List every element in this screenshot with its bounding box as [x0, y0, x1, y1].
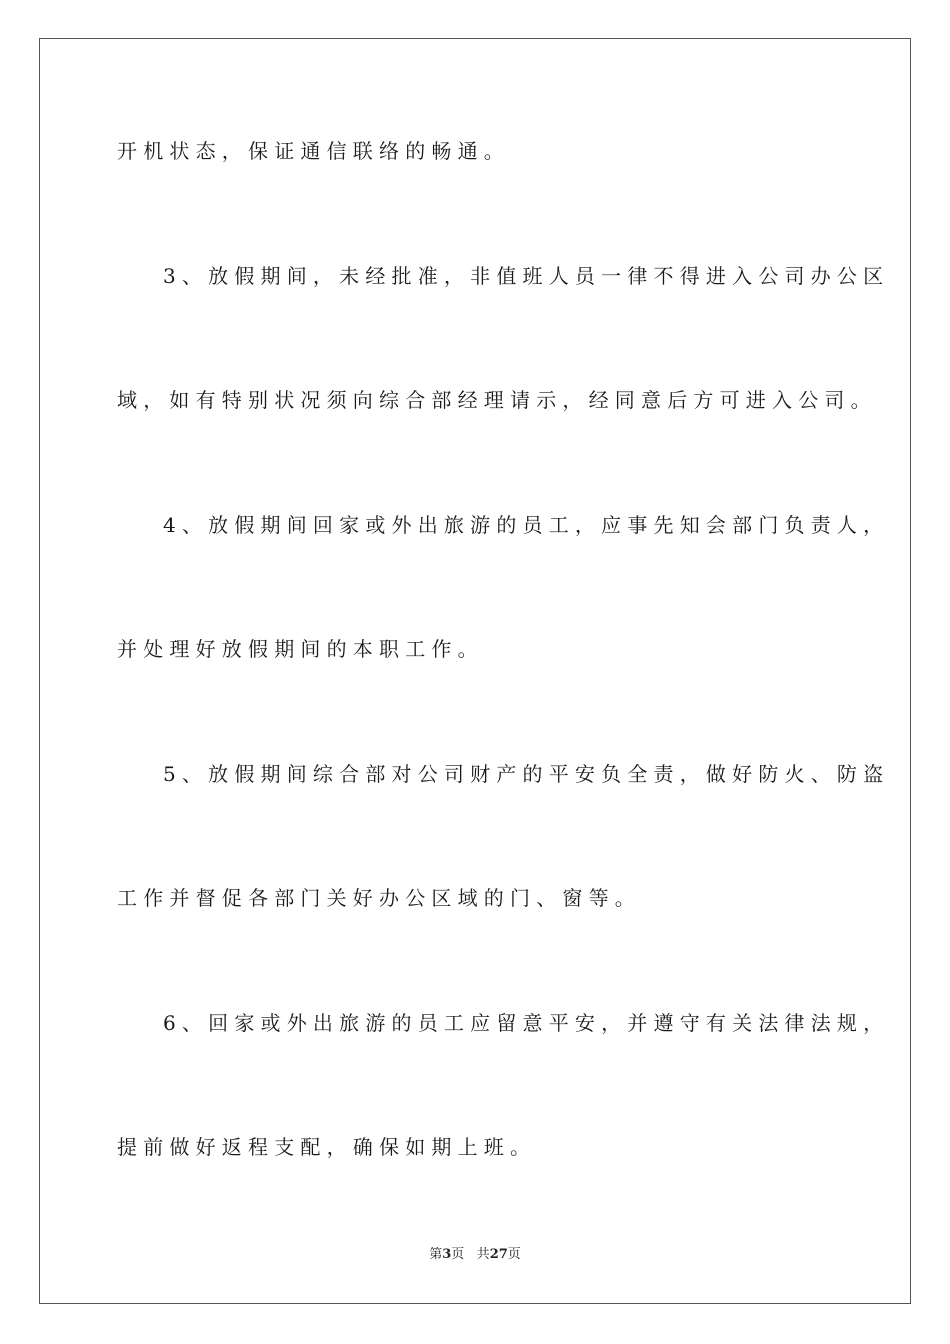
paragraph-line: 6、回家或外出旅游的员工应留意平安，并遵守有关法律法规， [163, 1011, 890, 1035]
footer-total-prefix: 共 [476, 1247, 490, 1262]
total-pages-number: 27 [489, 1247, 508, 1262]
footer-page-word: 页 [451, 1247, 465, 1262]
paragraph-line: 域，如有特别状况须向综合部经理请示，经同意后方可进入公司。 [117, 388, 877, 412]
page-border [39, 38, 911, 1304]
page-footer [0, 1246, 950, 1264]
paragraph-line: 工作并督促各部门关好办公区域的门、窗等。 [117, 886, 641, 910]
footer-prefix: 第 [429, 1247, 443, 1262]
paragraph-line: 提前做好返程支配，确保如期上班。 [117, 1135, 537, 1159]
paragraph-line: 4、放假期间回家或外出旅游的员工，应事先知会部门负责人， [163, 513, 890, 537]
paragraph-line: 3、放假期间，未经批准，非值班人员一律不得进入公司办公区 [163, 264, 890, 288]
paragraph-line: 开机状态，保证通信联络的畅通。 [117, 139, 510, 163]
paragraph-line: 5、放假期间综合部对公司财产的平安负全责，做好防火、防盗 [163, 762, 890, 786]
paragraph-line: 并处理好放假期间的本职工作。 [117, 637, 484, 661]
footer-total-suffix: 页 [507, 1247, 521, 1262]
current-page-number: 3 [442, 1247, 452, 1262]
